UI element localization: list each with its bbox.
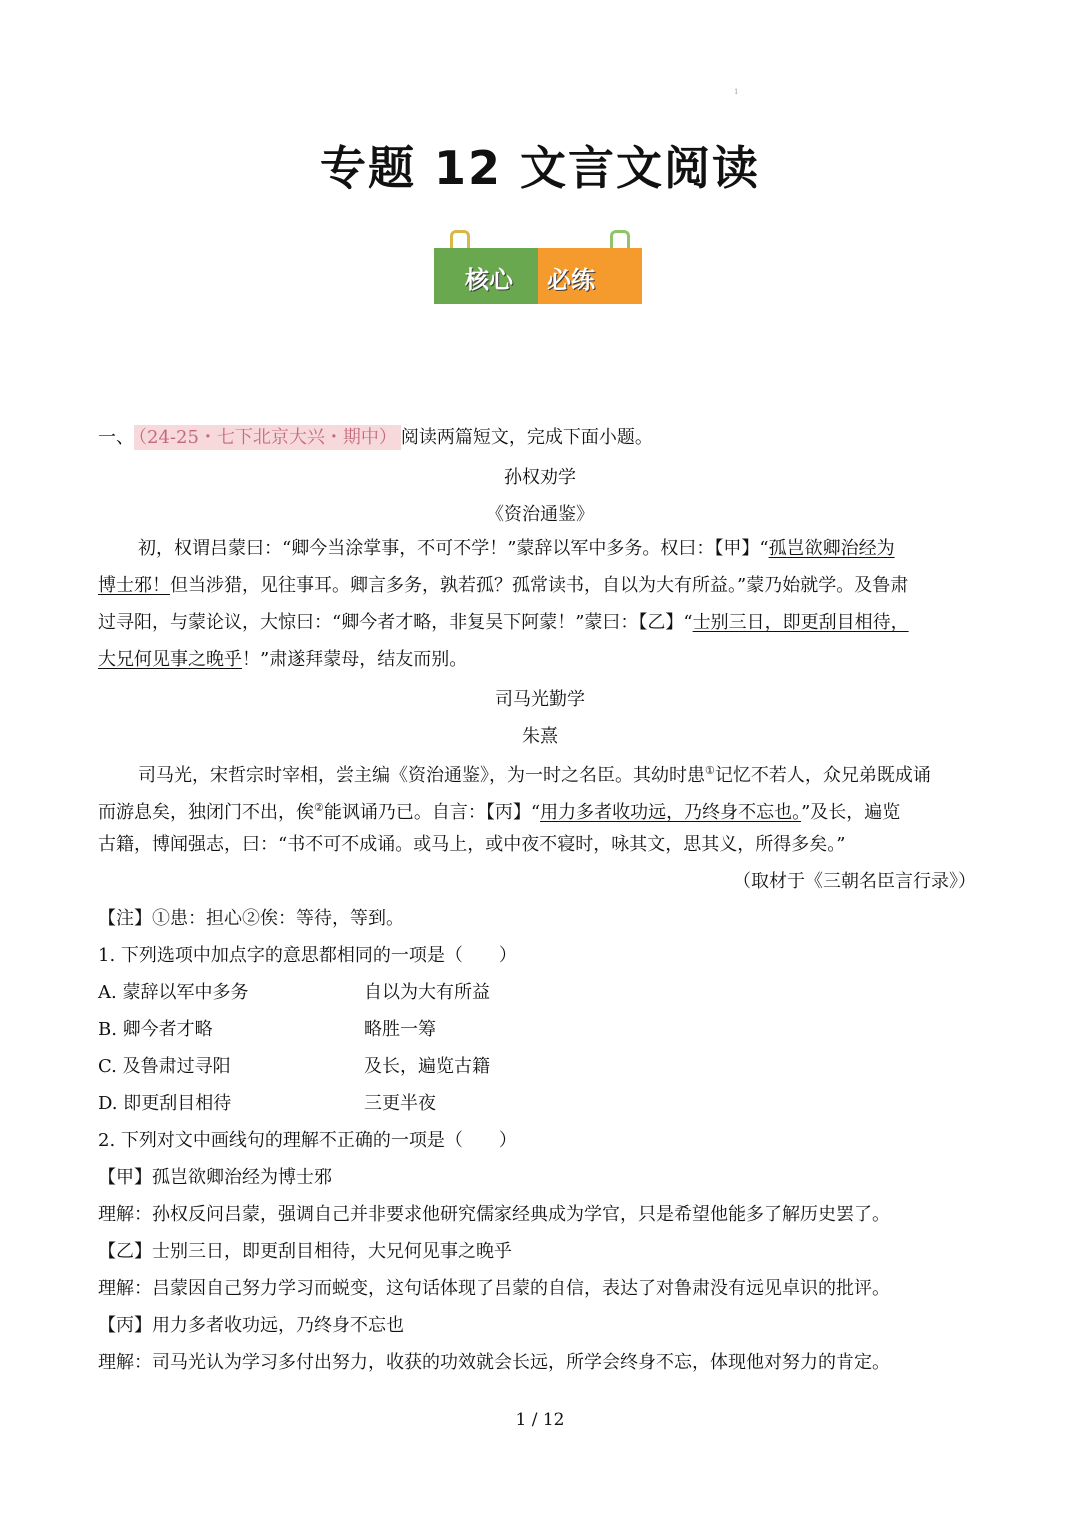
page-title: 专题 12 文言文阅读 bbox=[319, 141, 761, 195]
q1-option-b-pair: 略胜一筹 bbox=[364, 1019, 436, 1040]
passage1-title: 孙权劝学 bbox=[504, 467, 576, 488]
q2-item-explain: 理解：司马光认为学习多付出努力，收获的功效就会长远，所学会终身不忘，体现他对努力的肯定。 bbox=[98, 1352, 890, 1373]
underlined-sentence: 士别三日，即更刮目相待， bbox=[692, 612, 909, 633]
q2-item-sentence: 【丙】用力多者收功远，乃终身不忘也 bbox=[98, 1315, 404, 1336]
underlined-sentence: 博士邪！ bbox=[98, 575, 170, 596]
passage2-author: 朱熹 bbox=[522, 726, 558, 747]
badge-left-text: 核心 bbox=[465, 266, 513, 294]
q1-stem: 1. 下列选项中加点字的意思都相同的一项是（ ） bbox=[98, 945, 517, 966]
passage1-line: 初，权谓吕蒙曰：“卿今当涂掌事，不可不学！”蒙辞以军中多务。权曰：【甲】“孤岂欲卿治经为 bbox=[138, 538, 895, 559]
q1-option-d: D. 即更刮目相待 bbox=[98, 1093, 232, 1114]
underlined-sentence: 用力多者收功远，乃终身不忘也。 bbox=[540, 802, 802, 823]
q2-item-explain: 理解：吕蒙因自己努力学习而蜕变，这句话体现了吕蒙的自信，表达了对鲁肃没有远见卓识的批评。 bbox=[98, 1278, 890, 1299]
section-badge bbox=[434, 248, 642, 304]
passage2-citation: （取材于《三朝名臣言行录》） bbox=[733, 871, 976, 892]
q1-option-a-pair: 自以为大有所益 bbox=[364, 982, 490, 1003]
q2-item-sentence: 【甲】孤岂欲卿治经为博士邪 bbox=[98, 1167, 332, 1188]
passage2-title: 司马光勤学 bbox=[495, 689, 585, 710]
badge-right-text: 必练 bbox=[547, 266, 595, 294]
underlined-sentence: 孤岂欲卿治经为 bbox=[768, 538, 895, 559]
passage2-line: 古籍，博闻强志，曰：“书不可不成诵。或马上，或中夜不寝时，咏其文，思其义，所得多矣。” bbox=[98, 834, 846, 855]
passage1-line: 大兄何见事之晚乎！”肃遂拜蒙母，结友而别。 bbox=[98, 649, 468, 670]
source-tag: （24-25・七下北京大兴・期中） bbox=[134, 425, 401, 450]
q2-item-explain: 理解：孙权反问吕蒙，强调自己并非要求他研究儒家经典成为学官，只是希望他能多了解历史罢了。 bbox=[98, 1204, 890, 1225]
page-number: 1 / 12 bbox=[515, 1410, 565, 1430]
q1-option-b: B. 卿今者才略 bbox=[98, 1019, 213, 1040]
underlined-sentence: 大兄何见事之晚乎 bbox=[98, 649, 242, 670]
q2-stem: 2. 下列对文中画线句的理解不正确的一项是（ ） bbox=[98, 1130, 517, 1151]
passage1-source: 《资治通鉴》 bbox=[486, 504, 594, 525]
q1-option-c-pair: 及长，遍览古籍 bbox=[364, 1056, 490, 1077]
q1-option-a: A. 蒙辞以军中多务 bbox=[98, 982, 249, 1003]
annotation-note: 【注】①患：担心②俟：等待，等到。 bbox=[98, 908, 404, 929]
question-intro: 一、 （24-25・七下北京大兴・期中） 阅读两篇短文，完成下面小题。 bbox=[98, 427, 653, 448]
q1-option-c: C. 及鲁肃过寻阳 bbox=[98, 1056, 231, 1077]
passage1-line: 过寻阳，与蒙论议，大惊曰：“卿今者才略，非复吴下阿蒙！”蒙曰：【乙】“士别三日，即更刮目相待， bbox=[98, 612, 909, 633]
passage1-line: 博士邪！但当涉猎，见往事耳。卿言多务，孰若孤？孤常读书，自以为大有所益。”蒙乃始就学。及鲁肃 bbox=[98, 575, 909, 596]
q2-item-sentence: 【乙】士别三日，即更刮目相待，大兄何见事之晚乎 bbox=[98, 1241, 512, 1262]
header-mark: 1 bbox=[734, 88, 739, 96]
q1-option-d-pair: 三更半夜 bbox=[364, 1093, 436, 1114]
passage2-line: 而游息矣，独闭门不出，俟②能讽诵乃已。自言：【丙】“用力多者收功远，乃终身不忘也。”及长，遍览 bbox=[98, 801, 901, 823]
passage2-line: 司马光，宋哲宗时宰相，尝主编《资治通鉴》，为一时之名臣。其幼时患①记忆不若人，众兄弟既成诵 bbox=[138, 764, 931, 786]
